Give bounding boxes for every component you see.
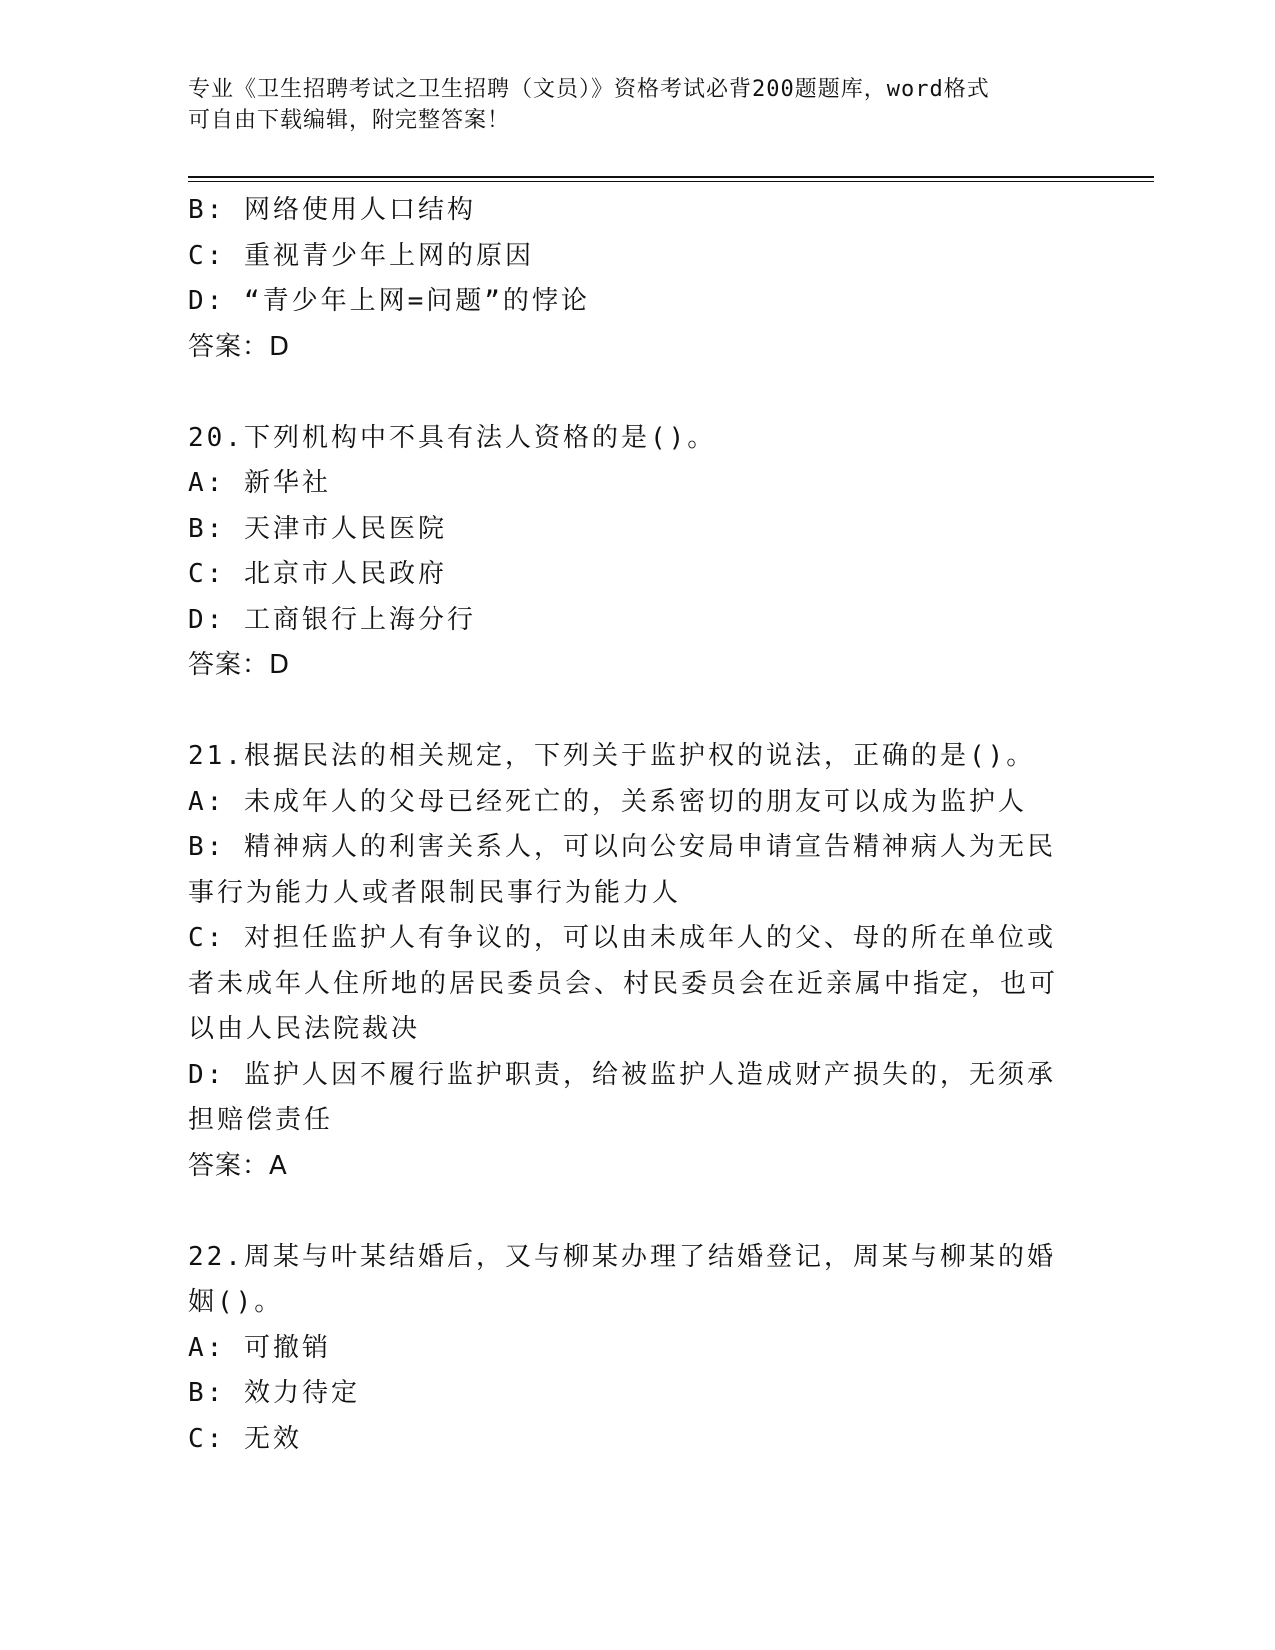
option-c: C: 对担任监护人有争议的，可以由未成年人的父、母的所在单位或者未成年人住所地的居民委员会、村民委员会在近亲属中指定，也可以由人民法院裁决 xyxy=(188,923,1059,1044)
option-b: B: 效力待定 xyxy=(188,1378,360,1408)
question-content xyxy=(188,188,1078,1462)
question-21-block xyxy=(188,734,1078,1189)
option-d: D: 工商银行上海分行 xyxy=(188,604,476,635)
document-header xyxy=(188,74,1068,136)
option-b: B: 精神病人的利害关系人，可以向公安局申请宣告精神病人为无民事行为能力人或者限制民事行为能力人 xyxy=(188,832,1056,908)
header-line-2: 可自由下载编辑，附完整答案！ xyxy=(188,108,511,133)
header-rule-thin xyxy=(188,181,1154,182)
option-d: D: “青少年上网=问题”的悖论 xyxy=(188,286,590,316)
answer-line: 答案：A xyxy=(188,1150,288,1181)
spacer xyxy=(188,689,1078,735)
option-c: C: 无效 xyxy=(188,1423,302,1454)
question-stem: 20.下列机构中不具有法人资格的是()。 xyxy=(188,422,717,453)
header-line-1: 专业《卫生招聘考试之卫生招聘（文员）》资格考试必背200题题库，word格式 xyxy=(188,77,990,102)
option-b: B: 网络使用人口结构 xyxy=(188,195,476,225)
question-20-block xyxy=(188,416,1078,689)
question-stem: 21.根据民法的相关规定，下列关于监护权的说法，正确的是()。 xyxy=(188,741,1036,771)
option-d: D: 监护人因不履行监护职责，给被监护人造成财产损失的，无须承担赔偿责任 xyxy=(188,1059,1056,1135)
option-b: B: 天津市人民医院 xyxy=(188,513,447,544)
answer-line: 答案：D xyxy=(188,331,291,362)
option-c: C: 北京市人民政府 xyxy=(188,559,447,589)
header-rule-thick xyxy=(188,176,1154,178)
option-a: A: 可撤销 xyxy=(188,1332,331,1363)
option-a: A: 新华社 xyxy=(188,468,331,498)
question-22-block xyxy=(188,1235,1078,1463)
question-19-block xyxy=(188,188,1078,370)
spacer xyxy=(188,370,1078,416)
spacer xyxy=(188,1189,1078,1235)
answer-line: 答案：D xyxy=(188,650,291,680)
option-c: C: 重视青少年上网的原因 xyxy=(188,240,534,271)
option-a: A: 未成年人的父母已经死亡的，关系密切的朋友可以成为监护人 xyxy=(188,786,1027,817)
question-stem: 22.周某与叶某结婚后，又与柳某办理了结婚登记，周某与柳某的婚姻()。 xyxy=(188,1241,1056,1317)
